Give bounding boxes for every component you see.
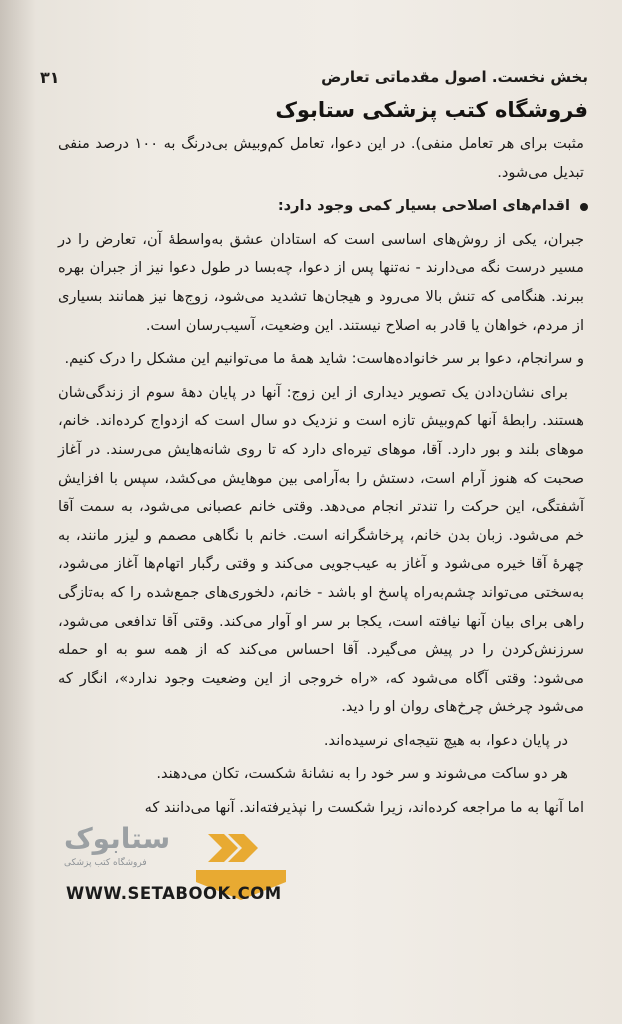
paragraph-2: جبران، یکی از روش‌های اساسی است که استادان عشق به‌واسطهٔ آن، تعارض را در مسیر درست نگه می‌دارند - نه‌تنها پس از دعوا، چه‌بسا در طول دعوا نیز از جبران بهره ببرند. هنگامی که تنش بالا می‌رود و هیجان‌ها تشدید می‌شود، زوج‌ها نیز همانند بسیاری از مردم، خواهان یا قادر به اصلاح نیستند. این وضعیت، آسیب‌رسان است. (58, 230, 584, 334)
bullet-heading-text: اقدام‌های اصلاحی بسیار کمی وجود دارد: (277, 197, 570, 215)
page-gutter-shadow (0, 0, 36, 1024)
watermark-tagline: فروشگاه کتب پزشکی (64, 858, 147, 868)
watermark-url: WWW.SETABOOK.COM (66, 884, 282, 903)
paragraph-6: هر دو ساکت می‌شوند و سر خود را به نشانهٔ شکست، تکان می‌دهند. (156, 765, 568, 783)
paragraph-5: در پایان دعوا، به هیچ نتیجه‌ای نرسیده‌اند. (323, 731, 568, 749)
running-header (40, 68, 588, 94)
paragraph-7: اما آنها به ما مراجعه کرده‌اند، زیرا شکست را نپذیرفته‌اند. آنها می‌دانند که (144, 799, 584, 817)
bullet-icon (580, 203, 588, 211)
store-banner: فروشگاه کتب پزشکی ستابوک (275, 98, 588, 122)
chapter-title: بخش نخست. اصول مقدماتی تعارض (321, 68, 588, 86)
watermark-brand: ستابوک (64, 822, 171, 855)
paragraph-1: مثبت برای هر تعامل منفی). در این دعوا، تعامل کم‌وبیش بی‌درنگ به ۱۰۰ درصد منفی تبدیل می‌شود. (58, 135, 584, 181)
paragraph-4: برای نشان‌دادن یک تصویر دیداری از این زوج: آنها در پایان دههٔ سوم از زندگی‌شان هستند. رابطهٔ آنها کم‌وبیش تازه است و نزدیک دو سال است که ازدواج کرده‌اند. خانم، موهای بلند و بور دارد. آقا، موهای تیره‌ای دارد که تا روی شانه‌هایش می‌رسند. در آغاز صحبت که هنوز آرام است، دستش را به‌آرامی بین موهایش می‌کشد، سپس با افزایش آشفتگی، این حرکت را تندتر انجام می‌دهد. وقتی خانم عصبانی می‌شود، به سمت آقا خم می‌شود. زبان بدن خانم، پرخاشگرانه است. خانم با نگاهی مصمم و لیزر مانند، به چهرهٔ آقا خیره می‌شود و آغاز به عیب‌جویی می‌کند و وقتی رگبار اتهام‌ها آغاز می‌شود، به‌سختی می‌تواند چشم‌به‌راه پاسخ او باشد - خانم، دلخوری‌های جمع‌شده را که به‌تازگی راهی برای بیان آنها نیافته است، یکجا بر سر او آوار می‌کند. وقتی آقا تدافعی می‌شود، سرزنش‌کردن را در پیش می‌گیرد. آقا احساس می‌کند که از همه سو به او حمله می‌شود: وقتی آگاه می‌شود که، «راه خروجی از این وضعیت وجود ندارد»، انگار که می‌شود چرخش چرخ‌های روان او را دید. (58, 383, 584, 716)
bullet-heading (58, 192, 584, 221)
body-text (58, 130, 584, 828)
page-number: ۳۱ (40, 68, 60, 87)
paragraph-3: و سرانجام، دعوا بر سر خانواده‌هاست: شاید همهٔ ما می‌توانیم این مشکل را درک کنیم. (64, 350, 584, 368)
